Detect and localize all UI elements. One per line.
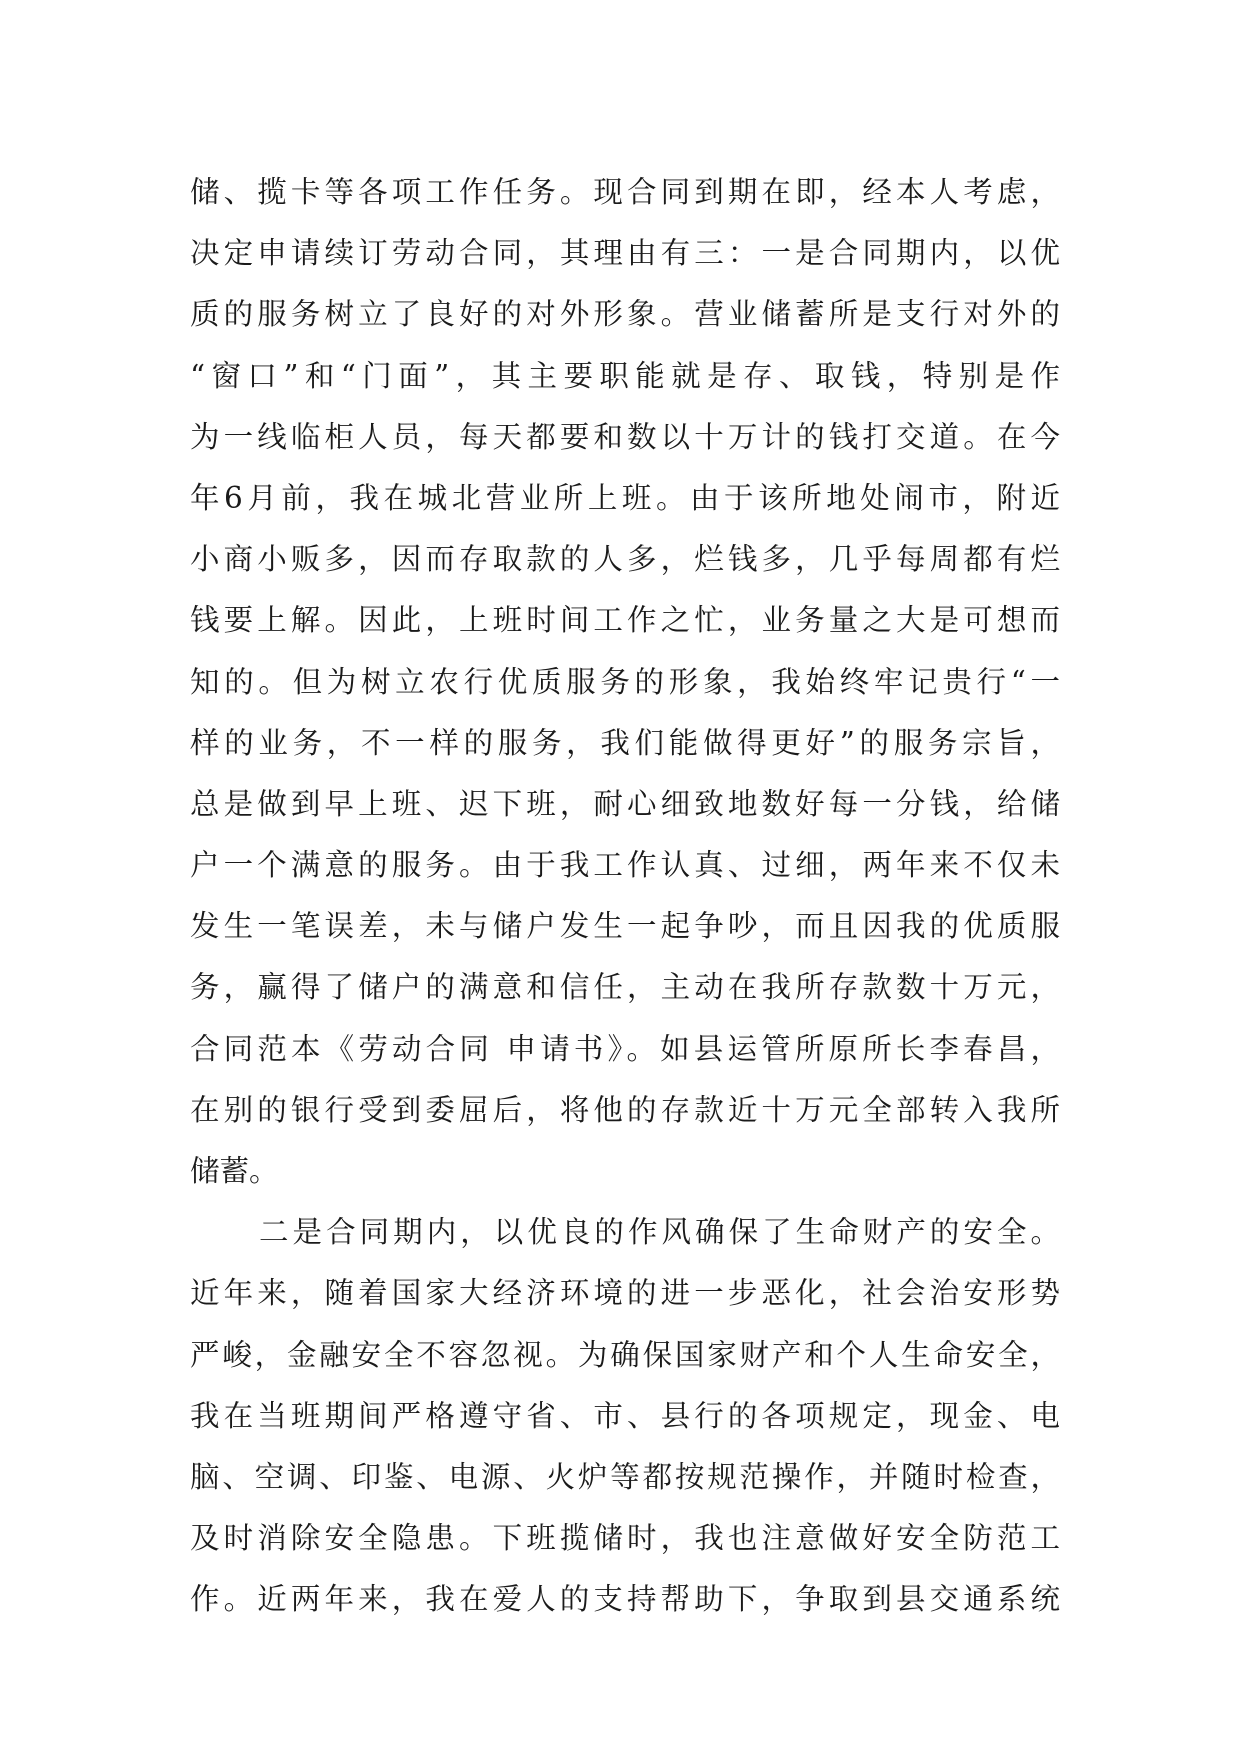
document-body: [190, 162, 1060, 1631]
text-line: 知的。但为树立农行优质服务的形象，我始终牢记贵行“一: [190, 664, 1060, 699]
text-line: 户一个满意的服务。由于我工作认真、过细，两年来不仅未: [190, 848, 1060, 883]
text-line: 合同范本《劳动合同 申请书》。如县运管所原所长李春昌，: [190, 1031, 1060, 1066]
text-line: 发生一笔误差，未与储户发生一起争吵，而且因我的优质服: [190, 909, 1060, 944]
text-line: 近年来，随着国家大经济环境的进一步恶化，社会治安形势: [190, 1276, 1060, 1311]
text-line: 钱要上解。因此，上班时间工作之忙，业务量之大是可想而: [190, 603, 1060, 638]
text-line: 决定申请续订劳动合同，其理由有三：一是合同期内，以优: [190, 236, 1060, 271]
text-line: 小商小贩多，因而存取款的人多，烂钱多，几乎每周都有烂: [190, 542, 1060, 577]
text-line: 及时消除安全隐患。下班揽储时，我也注意做好安全防范工: [190, 1521, 1060, 1556]
text-line: 我在当班期间严格遵守省、市、县行的各项规定，现金、电: [190, 1398, 1060, 1433]
text-line: “窗口”和“门面”，其主要职能就是存、取钱，特别是作: [190, 358, 1060, 393]
text-line: 脑、空调、印鉴、电源、火炉等都按规范操作，并随时检查，: [190, 1459, 1060, 1494]
text-line: 样的业务，不一样的服务，我们能做得更好”的服务宗旨，: [190, 725, 1060, 760]
text-line: 务，赢得了储户的满意和信任，主动在我所存款数十万元，: [190, 970, 1060, 1005]
text-line: 质的服务树立了良好的对外形象。营业储蓄所是支行对外的: [190, 297, 1060, 332]
text-line: 作。近两年来，我在爱人的支持帮助下，争取到县交通系统: [190, 1582, 1060, 1617]
text-line-paragraph-end: 储蓄。: [190, 1154, 279, 1188]
text-line: 年6月前，我在城北营业所上班。由于该所地处闹市，附近: [190, 480, 1060, 515]
text-line: 总是做到早上班、迟下班，耐心细致地数好每一分钱，给储: [190, 786, 1060, 821]
text-line: 在别的银行受到委屈后，将他的存款近十万元全部转入我所: [190, 1092, 1060, 1127]
text-line: 为一线临柜人员，每天都要和数以十万计的钱打交道。在今: [190, 419, 1060, 454]
text-line: 严峻，金融安全不容忽视。为确保国家财产和个人生命安全，: [190, 1337, 1060, 1372]
text-line-paragraph-start: 二是合同期内，以优良的作风确保了生命财产的安全。: [259, 1215, 1060, 1250]
text-line: 储、揽卡等各项工作任务。现合同到期在即，经本人考虑，: [190, 175, 1060, 209]
